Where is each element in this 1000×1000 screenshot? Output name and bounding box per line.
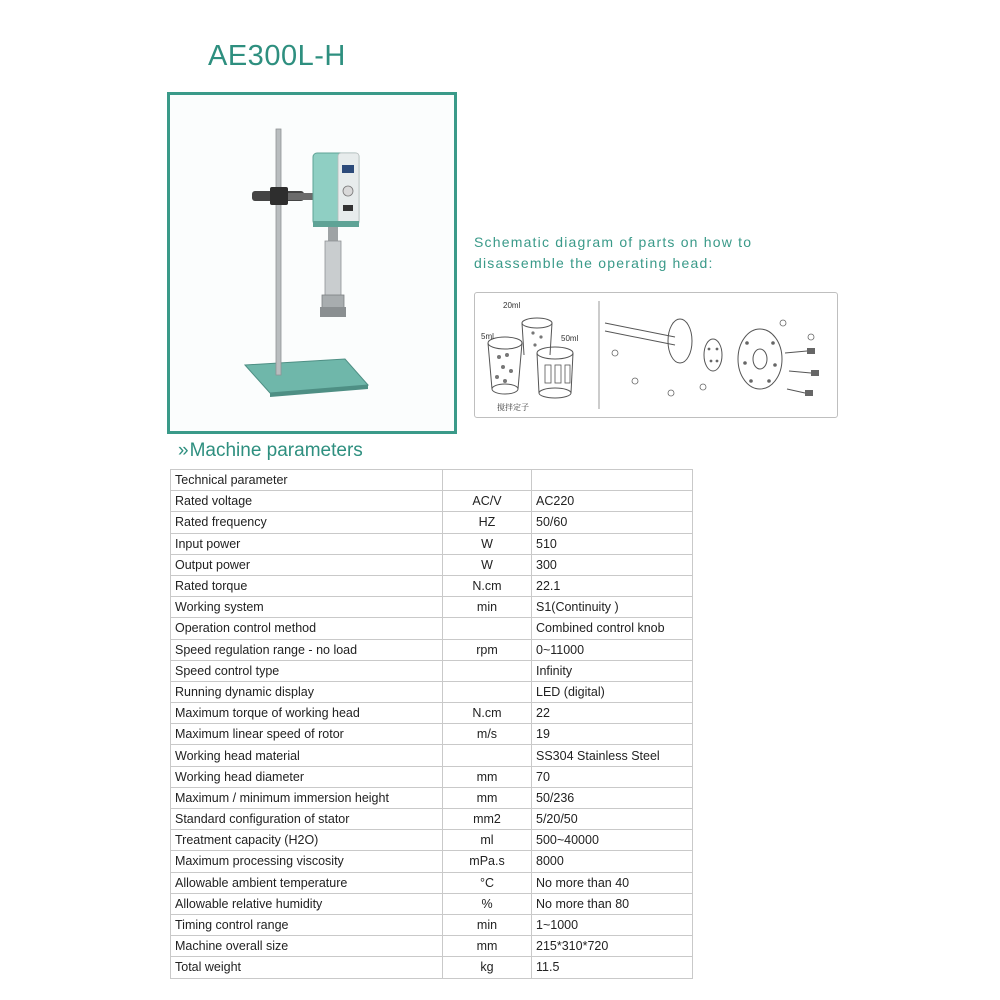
parameter-value: Infinity	[532, 660, 693, 681]
table-row	[171, 893, 693, 914]
parameter-value: SS304 Stainless Steel	[532, 745, 693, 766]
parameter-unit: mPa.s	[443, 851, 532, 872]
parameter-value: 11.5	[532, 957, 693, 978]
parameter-name: Working head diameter	[171, 766, 443, 787]
table-row	[171, 597, 693, 618]
parameter-value: No more than 80	[532, 893, 693, 914]
table-row	[171, 957, 693, 978]
parameter-name: Timing control range	[171, 914, 443, 935]
parameter-value: No more than 40	[532, 872, 693, 893]
diagram-caption	[474, 232, 834, 274]
parameter-unit: ml	[443, 830, 532, 851]
schematic-drawing	[475, 293, 837, 417]
table-row	[171, 872, 693, 893]
parts-schematic	[474, 292, 838, 418]
parameter-unit: min	[443, 914, 532, 935]
parameter-name: Total weight	[171, 957, 443, 978]
caption-line-1: Schematic diagram of parts on how to	[474, 234, 753, 250]
stator-label-c: 50ml	[561, 334, 579, 343]
table-row	[171, 618, 693, 639]
parameter-value: 5/20/50	[532, 809, 693, 830]
parameter-name: Input power	[171, 533, 443, 554]
parameter-name: Rated torque	[171, 575, 443, 596]
table-row	[171, 575, 693, 596]
parameter-value: 22	[532, 703, 693, 724]
table-row	[171, 787, 693, 808]
parameter-name: Maximum linear speed of rotor	[171, 724, 443, 745]
table-row	[171, 660, 693, 681]
parameter-unit: %	[443, 893, 532, 914]
table-row	[171, 512, 693, 533]
parameter-name: Output power	[171, 554, 443, 575]
parameter-name: Working head material	[171, 745, 443, 766]
stator-label-a: 20ml	[503, 301, 521, 310]
parameter-unit: HZ	[443, 512, 532, 533]
parameter-unit: mm	[443, 766, 532, 787]
stator-label-b: 5ml	[481, 332, 494, 341]
parameter-value: 8000	[532, 851, 693, 872]
parameter-name: Working system	[171, 597, 443, 618]
parameter-unit: N.cm	[443, 575, 532, 596]
parameter-name: Treatment capacity (H2O)	[171, 830, 443, 851]
parameter-value: 22.1	[532, 575, 693, 596]
table-row	[171, 809, 693, 830]
parameter-unit: m/s	[443, 724, 532, 745]
table-row	[171, 703, 693, 724]
parameter-name: Maximum processing viscosity	[171, 851, 443, 872]
parameter-name: Speed control type	[171, 660, 443, 681]
table-row	[171, 681, 693, 702]
section-heading-text: Machine parameters	[189, 440, 363, 461]
parameter-unit	[443, 681, 532, 702]
parameters-table-body	[171, 470, 693, 979]
stator-caption: 搅拌定子	[497, 403, 529, 412]
parameter-value: Combined control knob	[532, 618, 693, 639]
parameter-unit: W	[443, 554, 532, 575]
parameter-unit: N.cm	[443, 703, 532, 724]
parameter-name: Maximum / minimum immersion height	[171, 787, 443, 808]
parameter-name: Rated voltage	[171, 491, 443, 512]
parameter-unit	[443, 470, 532, 491]
parameter-unit	[443, 745, 532, 766]
homogenizer-illustration	[170, 95, 454, 431]
table-row	[171, 639, 693, 660]
parameter-value: 215*310*720	[532, 936, 693, 957]
parameter-value: 510	[532, 533, 693, 554]
table-row	[171, 533, 693, 554]
table-row	[171, 470, 693, 491]
table-row	[171, 851, 693, 872]
parameter-value	[532, 470, 693, 491]
chevron-double-right-icon: »	[178, 440, 187, 461]
parameter-value: 50/236	[532, 787, 693, 808]
product-title: AE300L-H	[208, 40, 346, 72]
parameter-unit: W	[443, 533, 532, 554]
parameter-value: LED (digital)	[532, 681, 693, 702]
parameter-value: S1(Continuity )	[532, 597, 693, 618]
parameter-name: Allowable ambient temperature	[171, 872, 443, 893]
table-row	[171, 554, 693, 575]
table-row	[171, 914, 693, 935]
parameter-value: 70	[532, 766, 693, 787]
parameter-value: AC220	[532, 491, 693, 512]
parameter-value: 50/60	[532, 512, 693, 533]
parameter-name: Speed regulation range - no load	[171, 639, 443, 660]
product-photo-frame	[167, 92, 457, 434]
parameter-value: 19	[532, 724, 693, 745]
table-row	[171, 936, 693, 957]
parameter-value: 500~40000	[532, 830, 693, 851]
parameter-name: Running dynamic display	[171, 681, 443, 702]
parameter-name: Operation control method	[171, 618, 443, 639]
table-row	[171, 724, 693, 745]
parameter-unit: AC/V	[443, 491, 532, 512]
caption-line-2: disassemble the operating head:	[474, 255, 714, 271]
parameter-name: Allowable relative humidity	[171, 893, 443, 914]
table-row	[171, 766, 693, 787]
parameter-unit	[443, 660, 532, 681]
parameter-unit: mm	[443, 787, 532, 808]
table-row	[171, 491, 693, 512]
parameter-unit: kg	[443, 957, 532, 978]
parameter-name: Machine overall size	[171, 936, 443, 957]
parameter-unit: min	[443, 597, 532, 618]
parameter-name: Maximum torque of working head	[171, 703, 443, 724]
parameter-value: 1~1000	[532, 914, 693, 935]
parameter-unit: mm	[443, 936, 532, 957]
parameter-unit: rpm	[443, 639, 532, 660]
parameter-value: 300	[532, 554, 693, 575]
parameter-name: Rated frequency	[171, 512, 443, 533]
parameter-name: Standard configuration of stator	[171, 809, 443, 830]
table-row	[171, 745, 693, 766]
machine-parameters-table	[170, 469, 693, 979]
parameter-unit: °C	[443, 872, 532, 893]
parameter-unit	[443, 618, 532, 639]
section-heading	[178, 440, 363, 462]
parameter-name: Technical parameter	[171, 470, 443, 491]
parameter-unit: mm2	[443, 809, 532, 830]
parameter-value: 0~11000	[532, 639, 693, 660]
table-row	[171, 830, 693, 851]
